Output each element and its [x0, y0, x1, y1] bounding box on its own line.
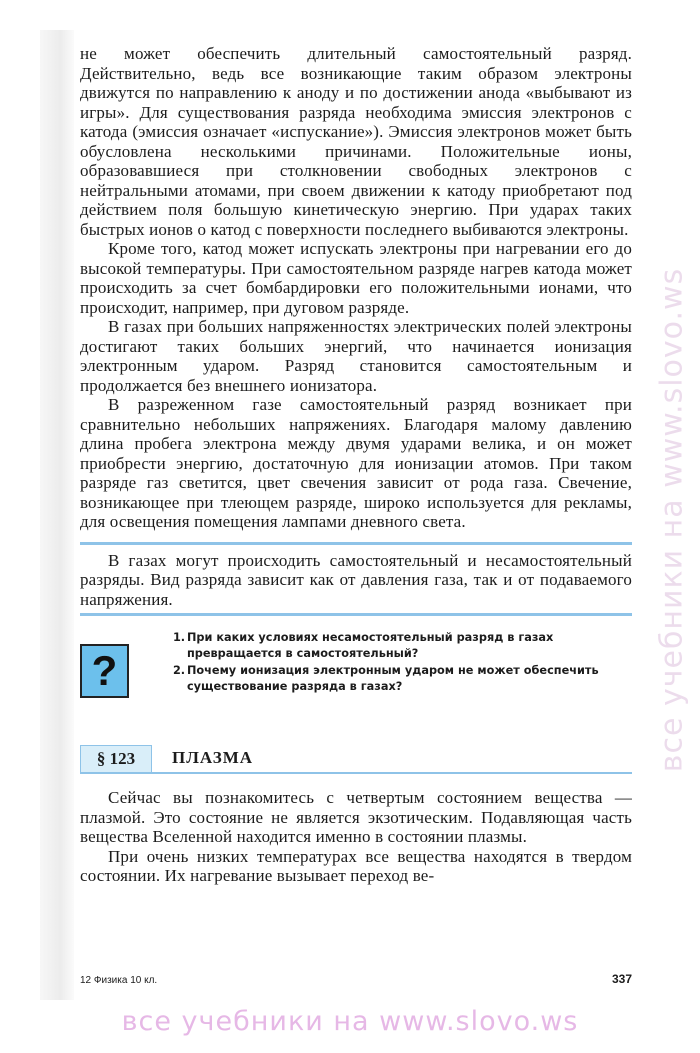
- question-list: [173, 630, 632, 696]
- body-paragraph: В газах при больших напряженностях электрических полей электроны достигают таких больших энергий, что начинается ионизация электронным ударом. Разряд становится самостоятельным и продолжается без внешнего ионизатора.: [80, 317, 632, 395]
- bottom-watermark: все учебники на www.slovo.ws: [121, 1006, 579, 1037]
- section-number: § 123: [80, 745, 152, 772]
- question-number: 2.: [172, 664, 186, 677]
- section-title: ПЛАЗМА: [172, 748, 254, 767]
- side-watermark: все учебники на www.slovo.ws: [654, 267, 690, 773]
- question-number: 1.: [172, 631, 186, 644]
- summary-box: [80, 542, 632, 617]
- question-mark-glyph: ?: [91, 647, 118, 694]
- question-item: [173, 630, 632, 662]
- body-paragraph: не может обеспечить длительный самостоятельный разряд. Действительно, ведь все возникающие таким образом электроны движутся по направлению к аноду и по достижении анода «выбывают из игры». Для существования разряда необходима эмиссия электронов с катода (эмиссия означает «испускание»). Эмиссия электронов может быть обусловлена несколькими причинами. Положительные ионы, образовавшиеся при столкновении свободных электронов с нейтральными атомами, при своем движении к катоду приобретают под действием поля большую кинетическую энергию. При ударах таких быстрых ионов о катод с поверхности последнего выбиваются электроны.: [80, 44, 632, 239]
- textbook-page: [80, 44, 632, 886]
- question-item: [173, 663, 632, 695]
- review-questions: [80, 630, 632, 738]
- page-footer: [80, 972, 632, 986]
- summary-text: В газах могут происходить самостоятельный и несамостоятельный разряды. Вид разряда зависит как от давления газа, так и от подаваемого напряжения.: [80, 550, 632, 609]
- footer-signature: 12 Физика 10 кл.: [80, 975, 158, 986]
- section-paragraph: Сейчас вы познакомитесь с четвертым состоянием вещества — плазмой. Это состояние не является экзотическим. Подавляющая часть вещества Вселенной находится именно в состоянии плазмы.: [80, 788, 632, 846]
- page-number: 337: [611, 972, 632, 986]
- section-heading: [80, 744, 632, 774]
- body-paragraph: В разреженном газе самостоятельный разряд возникает при сравнительно небольших напряжениях. Благодаря малому давлению длина пробега электрона между двумя ударами велика, и он может приобрести энергию, достаточную для ионизации атомов. При таком разряде газ светится, цвет свечения зависит от рода газа. Свечение, возникающее при тлеющем разряде, широко используется для рекламы, для освещения помещения лампами дневного света.: [80, 395, 632, 531]
- page-binding-shadow: [40, 30, 74, 1000]
- body-paragraph: Кроме того, катод может испускать электроны при нагревании его до высокой температуры. При самостоятельном разряде нагрев катода может происходить за счет бомбардировки его положительными ионами, что происходит, например, при дуговом разряде.: [80, 239, 632, 317]
- question-mark-icon: [80, 644, 129, 698]
- question-text: При каких условиях несамостоятельный разряд в газах превращается в самостоятельный?: [186, 631, 554, 660]
- section-paragraph: При очень низких температурах все вещества находятся в твердом состоянии. Их нагревание вызывает переход ве-: [80, 846, 632, 885]
- question-text: Почему ионизация электронным ударом не может обеспечить существование разряда в газах?: [186, 664, 599, 693]
